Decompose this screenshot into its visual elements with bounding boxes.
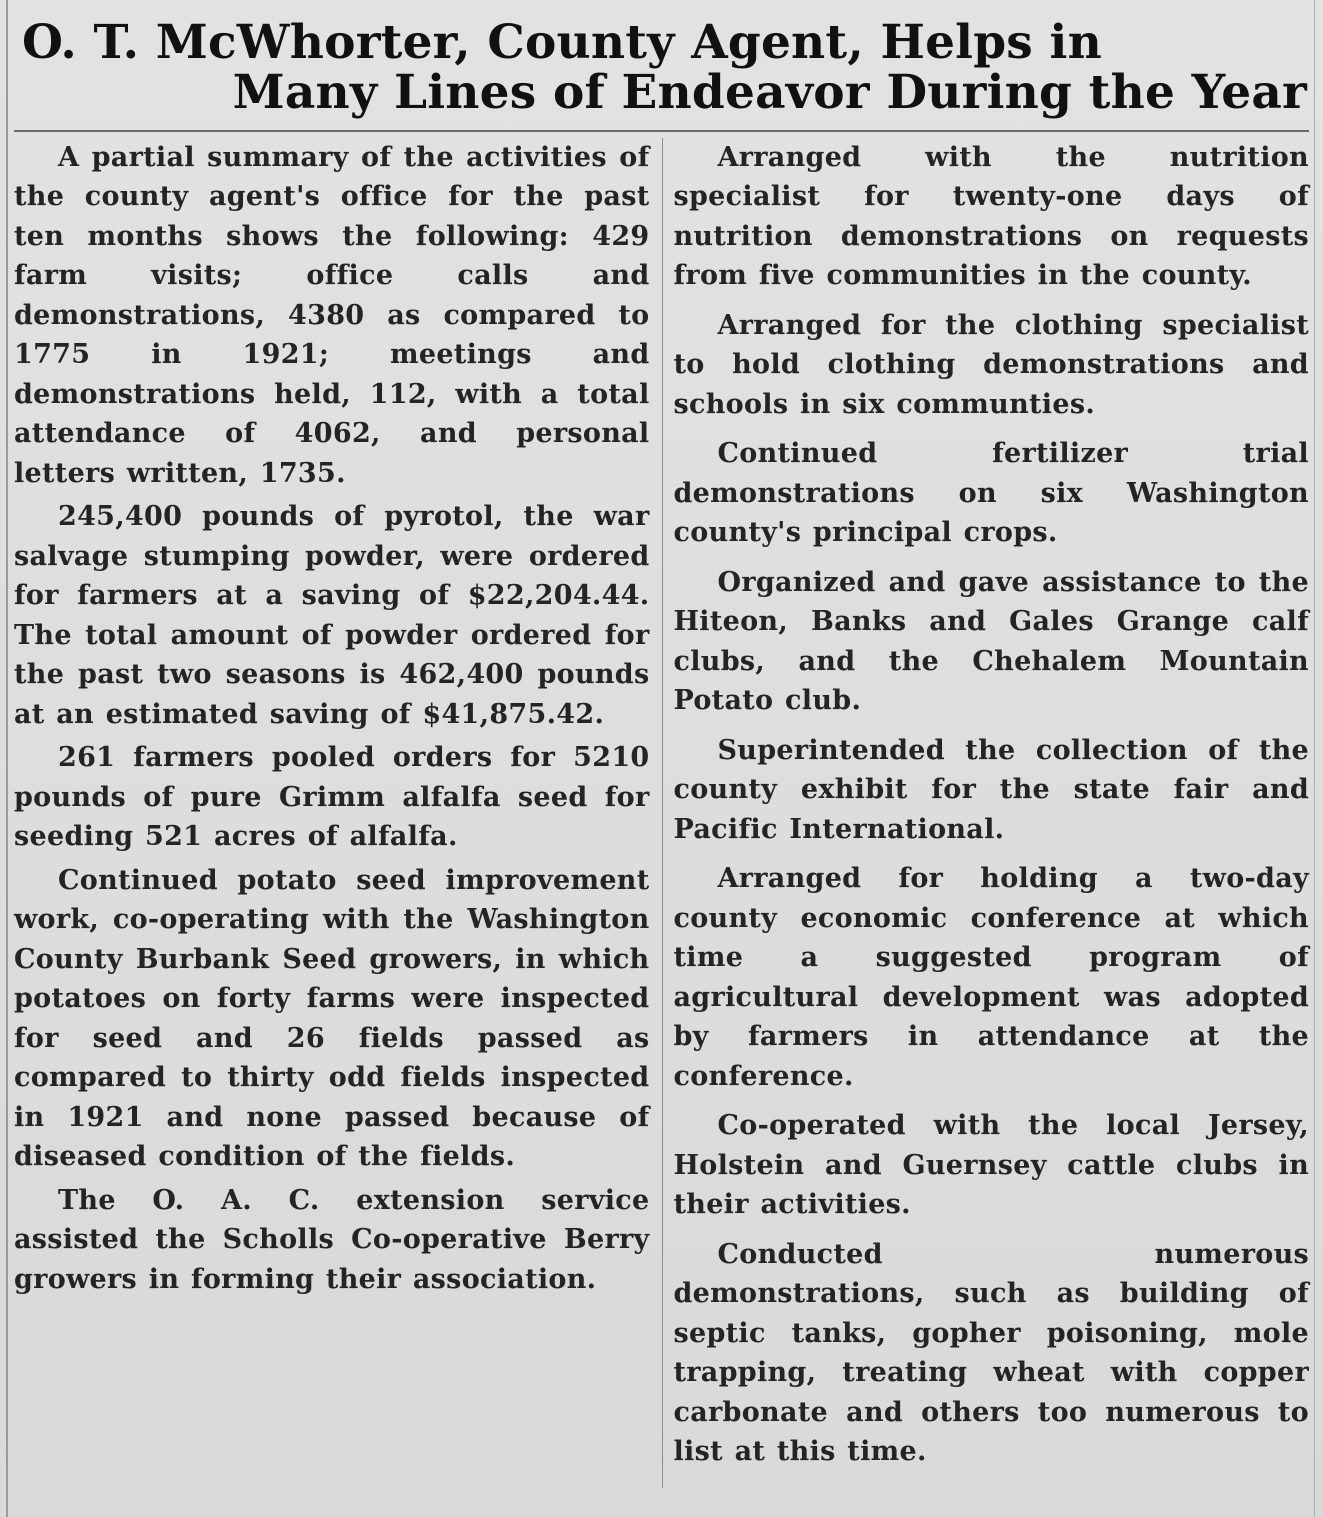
paragraph-county-exhibit: Superintended the collection of the county exhibit for the state fair and Pacific International.	[673, 734, 1309, 845]
column-divider	[662, 138, 663, 1488]
paragraph-clothing: Arranged for the clothing specialist to hold clothing demonstrations and schools in six communties.	[673, 309, 1309, 420]
left-column	[10, 138, 662, 1468]
headline	[10, 15, 1313, 120]
page-edge-right	[1314, 0, 1315, 1517]
paragraph-activity-summary: A partial summary of the activities of the county agent's office for the past ten months shows the following: 429 farm visits; office calls and demonstrations, 4380 as compared to 1775 in 1921; meetings and demonstrations held, 112, with a total attendance of 4062, and personal letters written, 1735.	[14, 141, 650, 489]
paragraph-economic-conference: Arranged for holding a two-day county economic conference at which time a suggested program of agricultural development was adopted by farmers in attendance at the conference.	[673, 863, 1309, 1092]
paragraph-cattle-clubs: Co-operated with the local Jersey, Holstein and Guernsey cattle clubs in their activities.	[673, 1110, 1309, 1221]
paragraph-berry-growers: The O. A. C. extension service assisted the Scholls Co-operative Berry growers in forming their association.	[14, 1184, 650, 1295]
headline-rule	[14, 130, 1309, 132]
paragraph-pyrotol: 245,400 pounds of pyrotol, the war salvage stumping powder, were ordered for farmers at a saving of $22,204.44. The total amount of powder ordered for the past two seasons is 462,400 pounds at an estimated saving of $41,875.42.	[14, 501, 650, 730]
paragraph-fertilizer: Continued fertilizer trial demonstrations on six Washington county's principal crops.	[673, 438, 1309, 549]
article-body	[10, 138, 1313, 1468]
paragraph-demonstrations: Conducted numerous demonstrations, such as building of septic tanks, gopher poisoning, mole trapping, treating wheat with copper carbonate and others too numerous to list at this time.	[673, 1238, 1309, 1468]
right-column	[662, 138, 1314, 1468]
headline-line-1: O. T. McWhorter, County Agent, Helps in	[22, 15, 1102, 70]
paragraph-potato-seed: Continued potato seed improvement work, co-operating with the Washington County Burbank Seed growers, in which potatoes on forty farms were inspected for seed and 26 fields passed as compared to thirty odd fields inspected in 1921 and none passed because of diseased condition of the fields.	[14, 864, 650, 1173]
paragraph-calf-clubs: Organized and gave assistance to the Hiteon, Banks and Gales Grange calf clubs, and the Chehalem Mountain Potato club.	[673, 566, 1309, 717]
paragraph-nutrition: Arranged with the nutrition specialist for twenty-one days of nutrition demonstrations on requests from five communities in the county.	[673, 141, 1309, 292]
headline-line-2: Many Lines of Endeavor During the Year	[232, 64, 1307, 120]
page-edge-left	[6, 0, 8, 1517]
paragraph-alfalfa: 261 farmers pooled orders for 5210 pounds of pure Grimm alfalfa seed for seeding 521 acres of alfalfa.	[14, 742, 650, 853]
